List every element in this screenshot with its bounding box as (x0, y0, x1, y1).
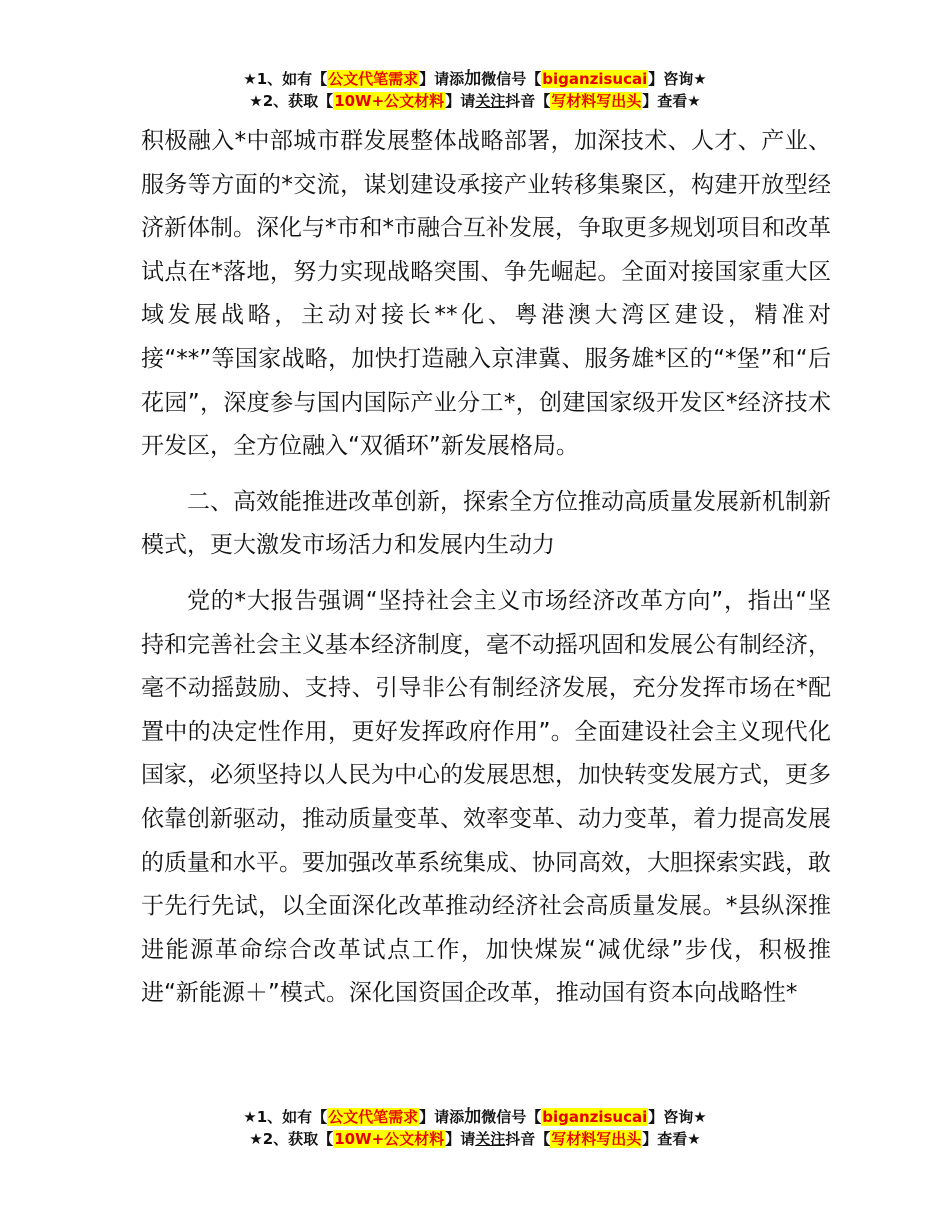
banner-text: ★2、获取【 (249, 92, 334, 110)
banner-text: 】请添 (419, 1108, 465, 1126)
banner-text: 】查看★ (642, 1130, 701, 1148)
banner-text: 】查看★ (642, 92, 701, 110)
banner-line-2 (0, 1128, 950, 1150)
banner-text: 】请 (445, 1130, 476, 1148)
banner-highlight: 公文代笔需求 (328, 1108, 419, 1126)
banner-douyin-id: 写材料写出头 (551, 1130, 642, 1148)
banner-emphasis: 加 (464, 69, 482, 89)
banner-wechat-id: biganzisucai (542, 70, 648, 88)
banner-text: 】咨询★ (648, 1108, 707, 1126)
banner-text: ★2、获取【 (249, 1130, 334, 1148)
banner-emphasis: 关注 (475, 1130, 506, 1148)
paragraph: 党的*大报告强调“坚持社会主义市场经济改革方向”，指出“坚持和完善社会主义基本经济制度，毫不动摇巩固和发展公有制经济，毫不动摇鼓励、支持、引导非公有制经济发展，充分发挥市场在*配置中的决定性作用，更好发挥政府作用”。全面建设社会主义现代化国家，必须坚持以人民为中心的发展思想，加快转变发展方式，更多依靠创新驱动，推动质量变革、效率变革、动力变革，着力提高发展的质量和水平。要加强改革系统集成、协同高效，大胆探索实践，敢于先行先试，以全面深化改革推动经济社会高质量发展。*县纵深推进能源革命综合改革试点工作，加快煤炭“减优绿”步伐，积极推进“新能源＋”模式。深化国资国企改革，推动国有资本向战略性* (141, 587, 831, 1007)
banner-text: 微信号【 (481, 1108, 542, 1126)
banner-text: 】请添 (419, 70, 465, 88)
footer-banner (0, 1106, 950, 1150)
banner-text: 抖音【 (505, 92, 551, 110)
banner-highlight: 公文代笔需求 (328, 70, 419, 88)
banner-text: ★1、如有【 (243, 70, 328, 88)
banner-text: ★1、如有【 (243, 1108, 328, 1126)
banner-text: 微信号【 (481, 70, 542, 88)
banner-highlight: 10W+公文材料 (334, 1130, 445, 1148)
document-body (141, 120, 831, 1016)
banner-line-2 (0, 90, 950, 112)
banner-emphasis: 关注 (475, 92, 506, 110)
banner-line-1 (0, 1106, 950, 1128)
header-banner (0, 68, 950, 112)
paragraph-continued: 积极融入*中部城市群发展整体战略部署，加深技术、人才、产业、服务等方面的*交流，谋划建设承接产业转移集聚区，构建开放型经济新体制。深化与*市和*市融合互补发展，争取更多规划项目和改革试点在*落地，努力实现战略突围、争先崛起。全面对接国家重大区域发展战略，主动对接长**化、粤港澳大湾区建设，精准对接“**”等国家战略，加快打造融入京津冀、服务雄*区的“*堡”和“后花园”，深度参与国内国际产业分工*，创建国家级开发区*经济技术开发区，全方位融入“双循环”新发展格局。 (141, 128, 831, 460)
banner-text: 】请 (445, 92, 476, 110)
banner-emphasis: 加 (464, 1107, 482, 1127)
section-heading: 二、高效能推进改革创新，探索全方位推动高质量发展新机制新模式，更大激发市场活力和发展内生动力 (141, 488, 831, 559)
paragraph-spacer (141, 568, 831, 580)
banner-line-1 (0, 68, 950, 90)
banner-wechat-id: biganzisucai (542, 1108, 648, 1126)
banner-text: 】咨询★ (648, 70, 707, 88)
banner-highlight: 10W+公文材料 (334, 92, 445, 110)
banner-text: 抖音【 (505, 1130, 551, 1148)
banner-douyin-id: 写材料写出头 (551, 92, 642, 110)
paragraph-spacer (141, 469, 831, 481)
